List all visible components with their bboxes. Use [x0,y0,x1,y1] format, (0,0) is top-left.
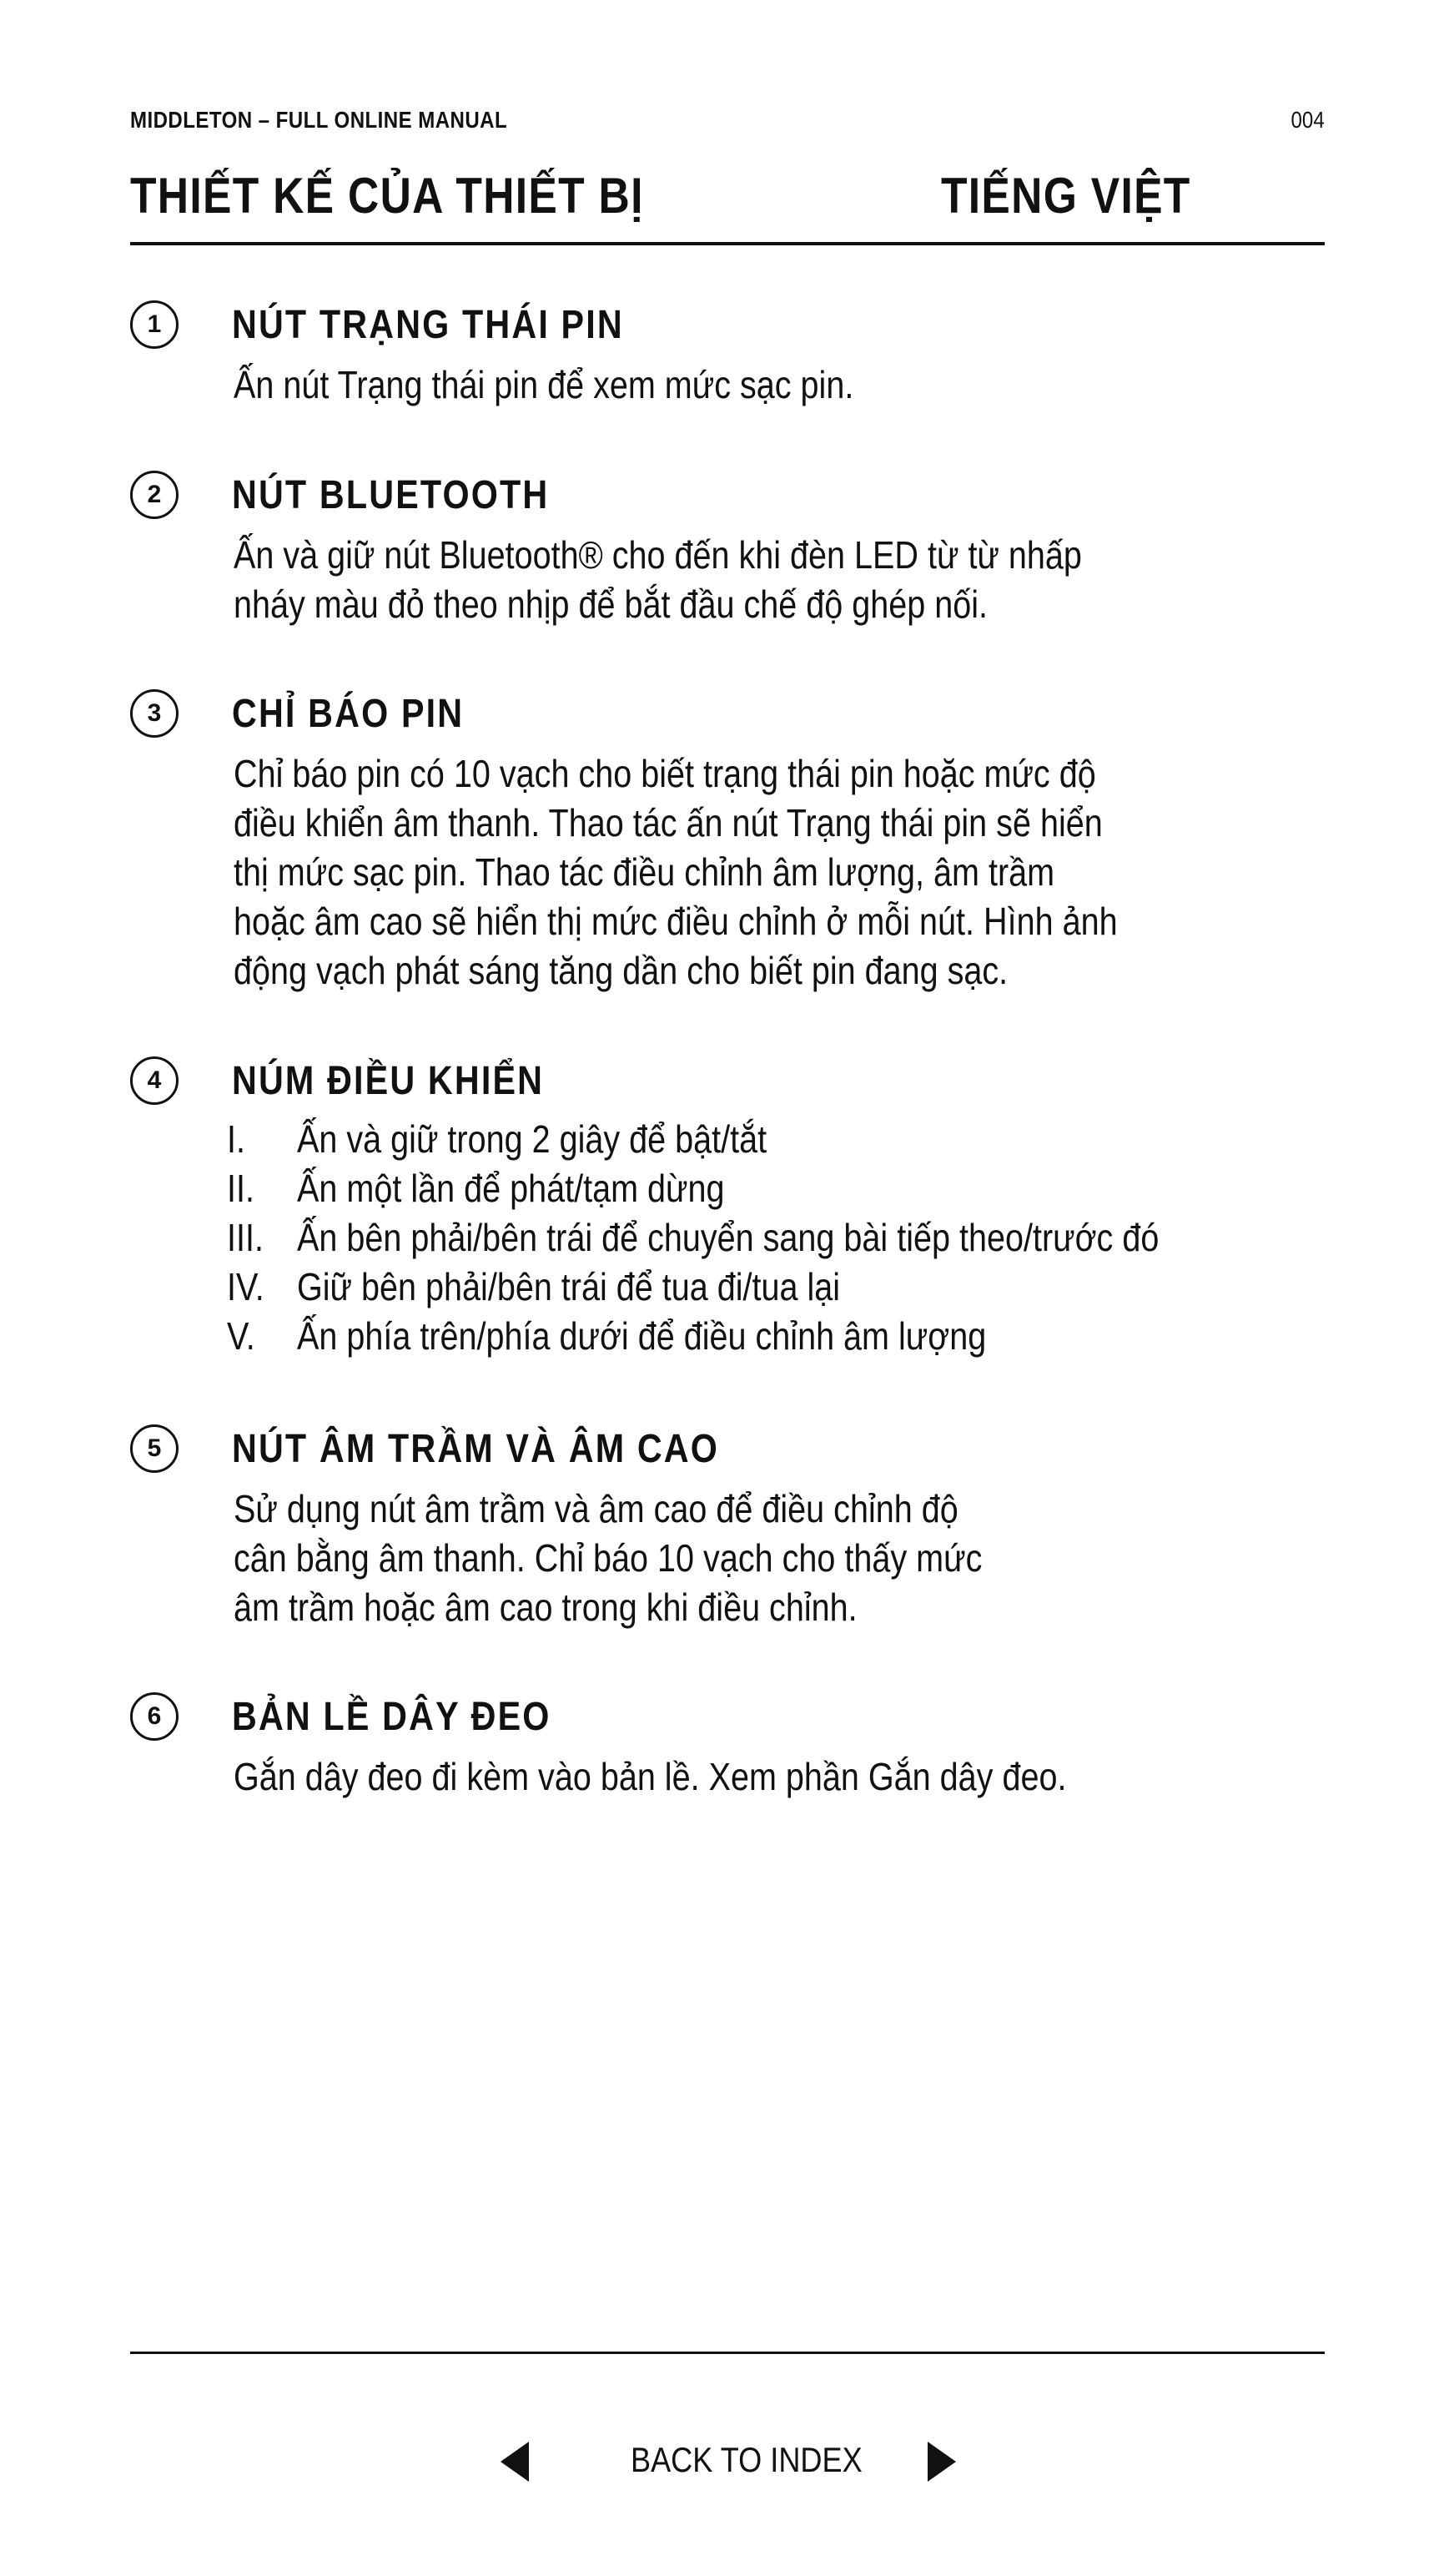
description-line: âm trầm hoặc âm cao trong khi điều chỉnh. [234,1585,858,1629]
step-numeral: I. [227,1117,245,1161]
triangle-right-icon[interactable] [928,2442,956,2482]
item-description [234,1485,982,1632]
item-description [234,360,853,410]
running-header [130,107,1325,137]
step-text: Ấn phía trên/phía dưới để điều chỉnh âm lượng [297,1314,987,1358]
step-text: Giữ bên phải/bên trái để tua đi/tua lại [297,1265,841,1308]
item-number-badge: 3 [130,689,179,738]
item-title: BẢN LỀ DÂY ĐEO [232,1695,551,1739]
step-numeral: III. [227,1216,264,1259]
item-title: NÚM ĐIỀU KHIỂN [232,1059,545,1103]
item-number-badge: 5 [130,1424,179,1473]
item-title: NÚT BLUETOOTH [232,473,550,517]
footer-divider [130,2352,1325,2354]
triangle-left-icon[interactable] [501,2442,529,2482]
step-numeral: V. [227,1314,255,1358]
document-title: MIDDLETON – FULL ONLINE MANUAL [130,107,508,133]
description-line: Ấn và giữ nút Bluetooth® cho đến khi đèn LED từ từ nhấp [234,533,1082,577]
description-line: thị mức sạc pin. Thao tác điều chỉnh âm lượng, âm trầm [234,850,1055,894]
step-text: Ấn một lần để phát/tạm dừng [297,1167,725,1210]
item-description [234,1752,1066,1802]
section-heading: THIẾT KẾ CỦA THIẾT BỊ [130,168,644,224]
footer-navigation [0,2437,1449,2487]
header-divider [130,242,1325,245]
step-numeral: II. [227,1167,254,1210]
description-line: cân bằng âm thanh. Chỉ báo 10 vạch cho thấy mức [234,1536,983,1580]
description-line: hoặc âm cao sẽ hiển thị mức điều chỉnh ở mỗi nút. Hình ảnh [234,900,1118,943]
description-line: Gắn dây đeo đi kèm vào bản lề. Xem phần Gắn dây đeo. [234,1755,1067,1798]
item-title: NÚT ÂM TRẦM VÀ ÂM CAO [232,1427,720,1471]
item-description [234,531,1082,629]
item-description [234,749,1118,996]
back-to-index-link[interactable]: BACK TO INDEX [631,2440,863,2479]
description-line: nháy màu đỏ theo nhịp để bắt đầu chế độ ghép nối. [234,582,989,626]
step-text: Ấn và giữ trong 2 giây để bật/tắt [297,1117,767,1161]
language-label: TIẾNG VIỆT [941,168,1191,224]
item-number-badge: 6 [130,1692,179,1741]
page-number: 004 [1291,107,1325,133]
item-number-badge: 2 [130,471,179,519]
item-title: NÚT TRẠNG THÁI PIN [232,303,624,347]
item-number-badge: 1 [130,300,179,349]
description-line: Sử dụng nút âm trầm và âm cao để điều chỉnh độ [234,1487,958,1530]
item-number-badge: 4 [130,1056,179,1105]
item-title: CHỈ BÁO PIN [232,692,465,736]
description-line: điều khiển âm thanh. Thao tác ấn nút Trạng thái pin sẽ hiển [234,801,1103,844]
description-line: Chỉ báo pin có 10 vạch cho biết trạng thái pin hoặc mức độ [234,752,1096,795]
description-line: động vạch phát sáng tăng dần cho biết pin đang sạc. [234,949,1009,992]
step-text: Ấn bên phải/bên trái để chuyển sang bài tiếp theo/trước đó [297,1216,1160,1259]
step-numeral: IV. [227,1265,264,1308]
description-line: Ấn nút Trạng thái pin để xem mức sạc pin. [234,363,854,406]
